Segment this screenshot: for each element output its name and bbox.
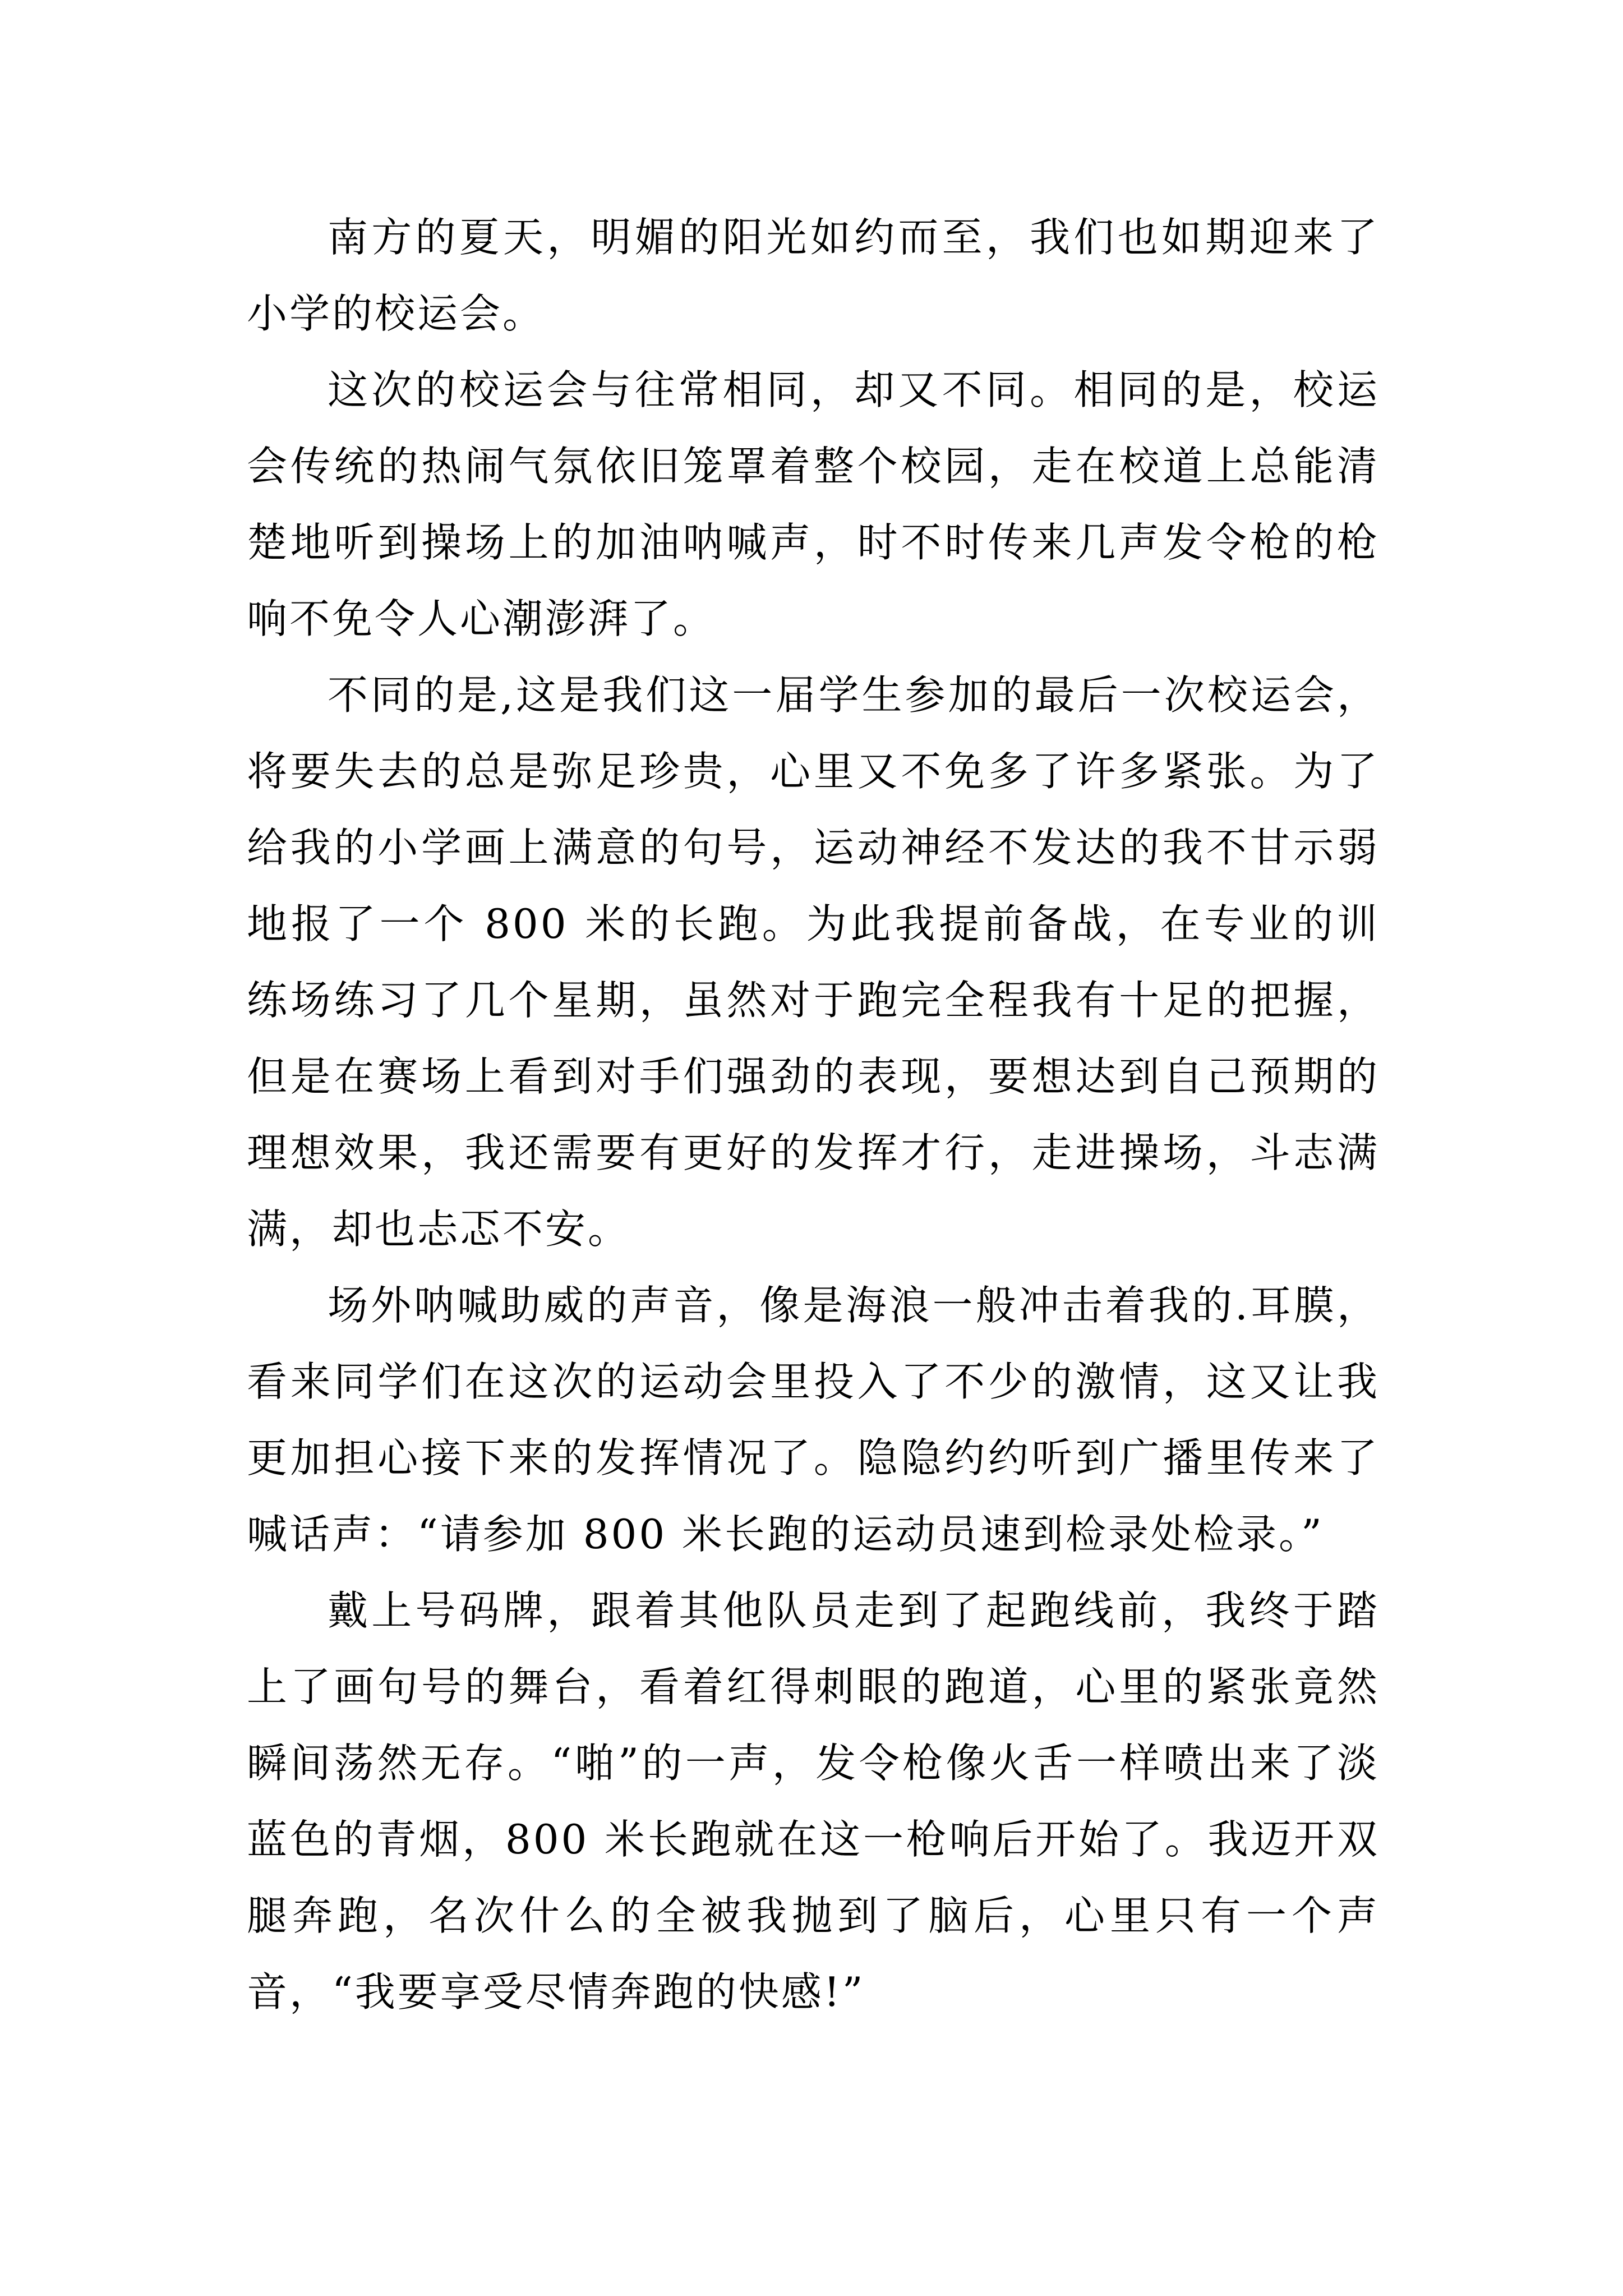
paragraph-5: 戴上号码牌，跟着其他队员走到了起跑线前，我终于踏上了画句号的舞台，看着红得刺眼的跑道，心里的紧张竟然瞬间荡然无存。“啪”的一声，发令枪像火舌一样喷出来了淡蓝色的青烟，800 米长跑就在这一枪响后开始了。我迈开双腿奔跑，名次什么的全被我抛到了脑后，心里只有一个声音，“我要享受尽情奔跑的快感!” [247,1587,1380,2016]
paragraph-2: 这次的校运会与往常相同，却又不同。相同的是，校运会传统的热闹气氛依旧笼罩着整个校园，走在校道上总能清楚地听到操场上的加油呐喊声，时不时传来几声发令枪的枪响不免令人心潮澎湃了。 [247,366,1380,642]
paragraph-4: 场外呐喊助威的声音，像是海浪一般冲击着我的.耳膜，看来同学们在这次的运动会里投入了不少的激情，这又让我更加担心接下来的发挥情况了。隐隐约约听到广播里传来了喊话声：“请参加 800 米长跑的运动员速到检录处检录。” [247,1282,1380,1558]
paragraph-1: 南方的夏天，明媚的阳光如约而至，我们也如期迎来了小学的校运会。 [247,214,1380,337]
essay-body [247,199,1380,2030]
paragraph-3: 不同的是,这是我们这一届学生参加的最后一次校运会，将要失去的总是弥足珍贵，心里又不免多了许多紧张。为了给我的小学画上满意的句号，运动神经不发达的我不甘示弱地报了一个 800 米的长跑。为此我提前备战，在专业的训练场练习了几个星期，虽然对于跑完全程我有十足的把握，但是在赛场上看到对手们强劲的表现，要想达到自己预期的理想效果，我还需要有更好的发挥才行，走进操场，斗志满满，却也忐忑不安。 [247,671,1380,1253]
